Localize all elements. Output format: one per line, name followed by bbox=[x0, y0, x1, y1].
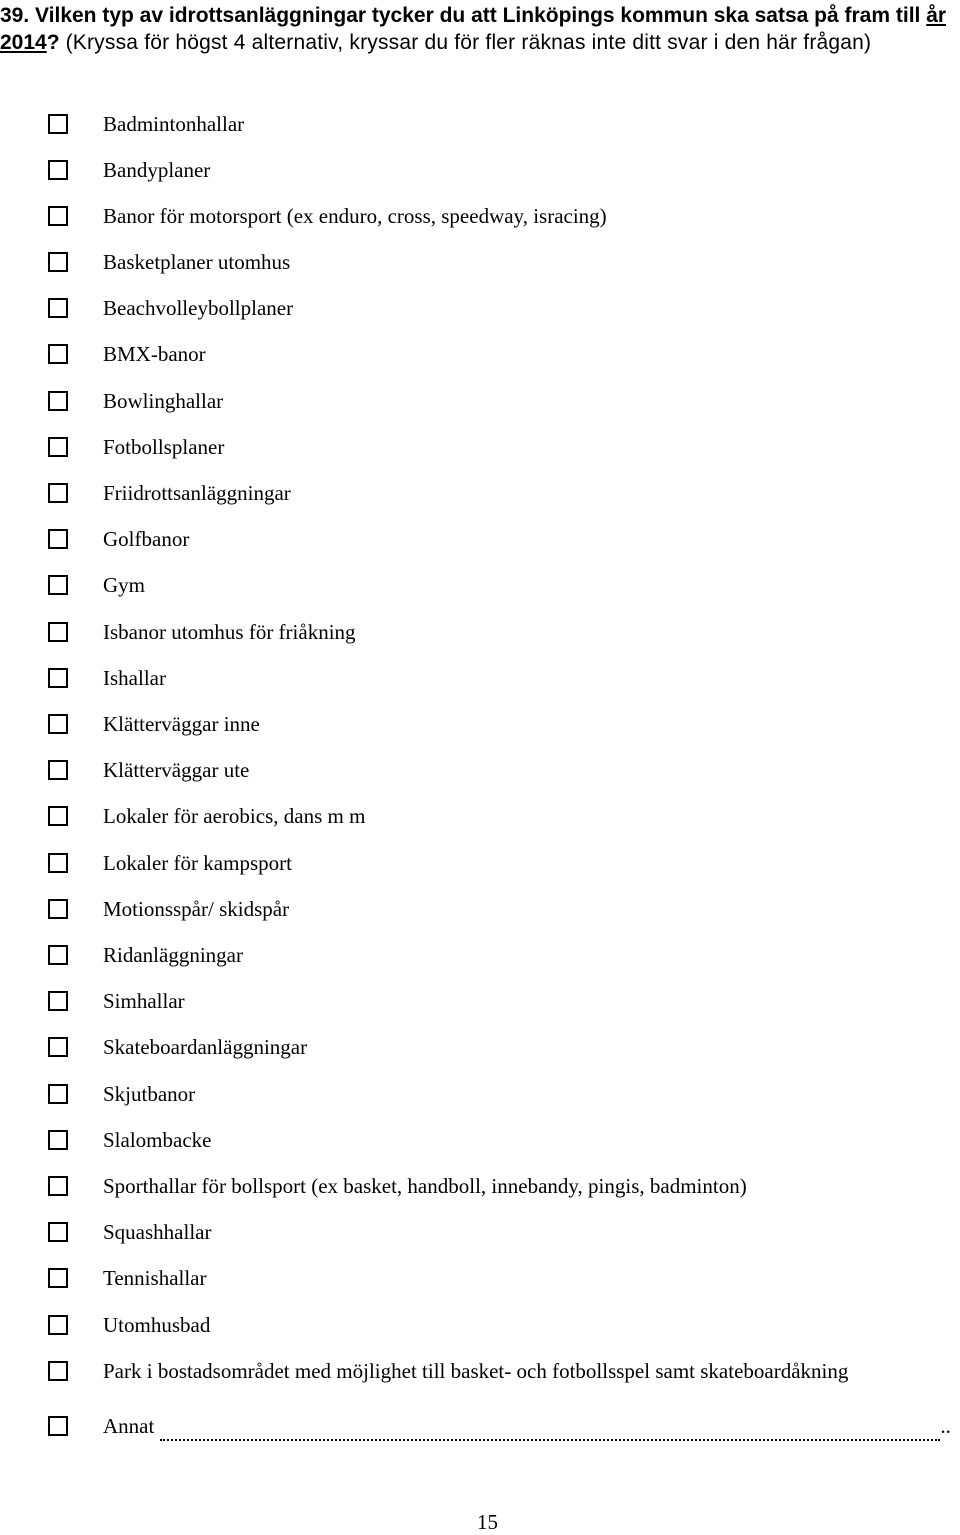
checkbox[interactable] bbox=[48, 575, 68, 595]
checkbox[interactable] bbox=[48, 298, 68, 318]
option-row[interactable] bbox=[48, 895, 289, 923]
option-label: Lokaler för aerobics, dans m m bbox=[103, 804, 366, 828]
option-row[interactable] bbox=[48, 479, 291, 507]
option-label: Squashhallar bbox=[103, 1220, 212, 1244]
checkbox[interactable] bbox=[48, 252, 68, 272]
option-row[interactable] bbox=[48, 987, 185, 1015]
option-label: Golfbanor bbox=[103, 527, 190, 551]
option-row[interactable] bbox=[48, 756, 249, 784]
option-row[interactable] bbox=[48, 340, 206, 368]
option-label: Skateboardanläggningar bbox=[103, 1035, 308, 1059]
option-row[interactable] bbox=[48, 1172, 747, 1200]
option-label: Lokaler för kampsport bbox=[103, 851, 292, 875]
option-label: Utomhusbad bbox=[103, 1313, 211, 1337]
checkbox[interactable] bbox=[48, 344, 68, 364]
checkbox[interactable] bbox=[48, 437, 68, 457]
option-label: Gym bbox=[103, 573, 145, 597]
option-row[interactable] bbox=[48, 433, 224, 461]
option-label-other bbox=[103, 1412, 951, 1440]
option-label: Fotbollsplaner bbox=[103, 435, 225, 459]
checkbox[interactable] bbox=[48, 714, 68, 734]
option-row[interactable] bbox=[48, 294, 293, 322]
checkbox[interactable] bbox=[48, 114, 68, 134]
option-row[interactable] bbox=[48, 571, 145, 599]
checkbox[interactable] bbox=[48, 1222, 68, 1242]
option-label: Bowlinghallar bbox=[103, 389, 224, 413]
option-row[interactable] bbox=[48, 110, 244, 138]
option-row-other[interactable] bbox=[48, 1412, 951, 1440]
option-row[interactable] bbox=[48, 156, 210, 184]
option-row[interactable] bbox=[48, 941, 243, 969]
checkbox[interactable] bbox=[48, 1315, 68, 1335]
checkbox[interactable] bbox=[48, 1130, 68, 1150]
question-instruction: (Kryssa för högst 4 alternativ, kryssar du för fler räknas inte ditt svar i den här frågan) bbox=[59, 31, 872, 54]
other-label: Annat bbox=[103, 1414, 155, 1438]
checkbox[interactable] bbox=[48, 160, 68, 180]
question-main-text: 39. Vilken typ av idrottsanläggningar tycker du att Linköpings kommun ska satsa på fram till bbox=[0, 4, 927, 27]
checkbox[interactable] bbox=[48, 483, 68, 503]
checkbox[interactable] bbox=[48, 853, 68, 873]
option-label: Simhallar bbox=[103, 989, 185, 1013]
checkbox[interactable] bbox=[48, 1268, 68, 1288]
option-label: Skjutbanor bbox=[103, 1082, 196, 1106]
checkbox[interactable] bbox=[48, 945, 68, 965]
other-trailing-dots: .. bbox=[940, 1414, 951, 1438]
option-label: Friidrottsanläggningar bbox=[103, 481, 291, 505]
option-label: Klätterväggar ute bbox=[103, 758, 250, 782]
question-mark: ? bbox=[46, 31, 60, 54]
checkbox[interactable] bbox=[48, 760, 68, 780]
checkbox[interactable] bbox=[48, 991, 68, 1011]
option-label: Klätterväggar inne bbox=[103, 712, 260, 736]
option-row[interactable] bbox=[48, 248, 290, 276]
option-row[interactable] bbox=[48, 802, 365, 830]
checkbox[interactable] bbox=[48, 1037, 68, 1057]
checkbox[interactable] bbox=[48, 391, 68, 411]
checkbox[interactable] bbox=[48, 206, 68, 226]
option-label: Motionsspår/ skidspår bbox=[103, 897, 290, 921]
option-row[interactable] bbox=[48, 1357, 848, 1385]
option-label: Badmintonhallar bbox=[103, 112, 245, 136]
checkbox[interactable] bbox=[48, 1361, 68, 1381]
option-label: Beachvolleybollplaner bbox=[103, 296, 294, 320]
option-row[interactable] bbox=[48, 849, 292, 877]
option-label: Sporthallar för bollsport (ex basket, handboll, innebandy, pingis, badminton) bbox=[103, 1174, 747, 1198]
option-row[interactable] bbox=[48, 387, 223, 415]
checkbox[interactable] bbox=[48, 529, 68, 549]
option-label: BMX-banor bbox=[103, 342, 206, 366]
option-label: Ridanläggningar bbox=[103, 943, 243, 967]
option-row[interactable] bbox=[48, 710, 260, 738]
option-row[interactable] bbox=[48, 1311, 210, 1339]
option-row[interactable] bbox=[48, 1264, 207, 1292]
option-row[interactable] bbox=[48, 1080, 195, 1108]
option-label: Bandyplaner bbox=[103, 158, 211, 182]
question-year: år 2014 bbox=[0, 4, 947, 54]
option-row[interactable] bbox=[48, 525, 189, 553]
option-label: Tennishallar bbox=[103, 1266, 207, 1290]
option-row[interactable] bbox=[48, 618, 356, 646]
option-row[interactable] bbox=[48, 664, 166, 692]
checkbox[interactable] bbox=[48, 806, 68, 826]
checkbox[interactable] bbox=[48, 1084, 68, 1104]
checkbox[interactable] bbox=[48, 1176, 68, 1196]
option-row[interactable] bbox=[48, 202, 607, 230]
checkbox[interactable] bbox=[48, 622, 68, 642]
checkbox[interactable] bbox=[48, 899, 68, 919]
checkbox[interactable] bbox=[48, 668, 68, 688]
other-write-in-line[interactable] bbox=[160, 1439, 940, 1441]
option-label: Ishallar bbox=[103, 666, 166, 690]
option-label: Banor för motorsport (ex enduro, cross, speedway, isracing) bbox=[103, 204, 607, 228]
option-label: Basketplaner utomhus bbox=[103, 250, 291, 274]
page-number: 15 bbox=[477, 1510, 498, 1534]
option-row[interactable] bbox=[48, 1033, 307, 1061]
option-label: Park i bostadsområdet med möjlighet till basket- och fotbollsspel samt skateboardåkning bbox=[103, 1359, 849, 1383]
checkbox[interactable] bbox=[48, 1416, 68, 1436]
option-label: Isbanor utomhus för friåkning bbox=[103, 620, 356, 644]
option-row[interactable] bbox=[48, 1218, 211, 1246]
option-label: Slalombacke bbox=[103, 1128, 212, 1152]
option-row[interactable] bbox=[48, 1126, 211, 1154]
